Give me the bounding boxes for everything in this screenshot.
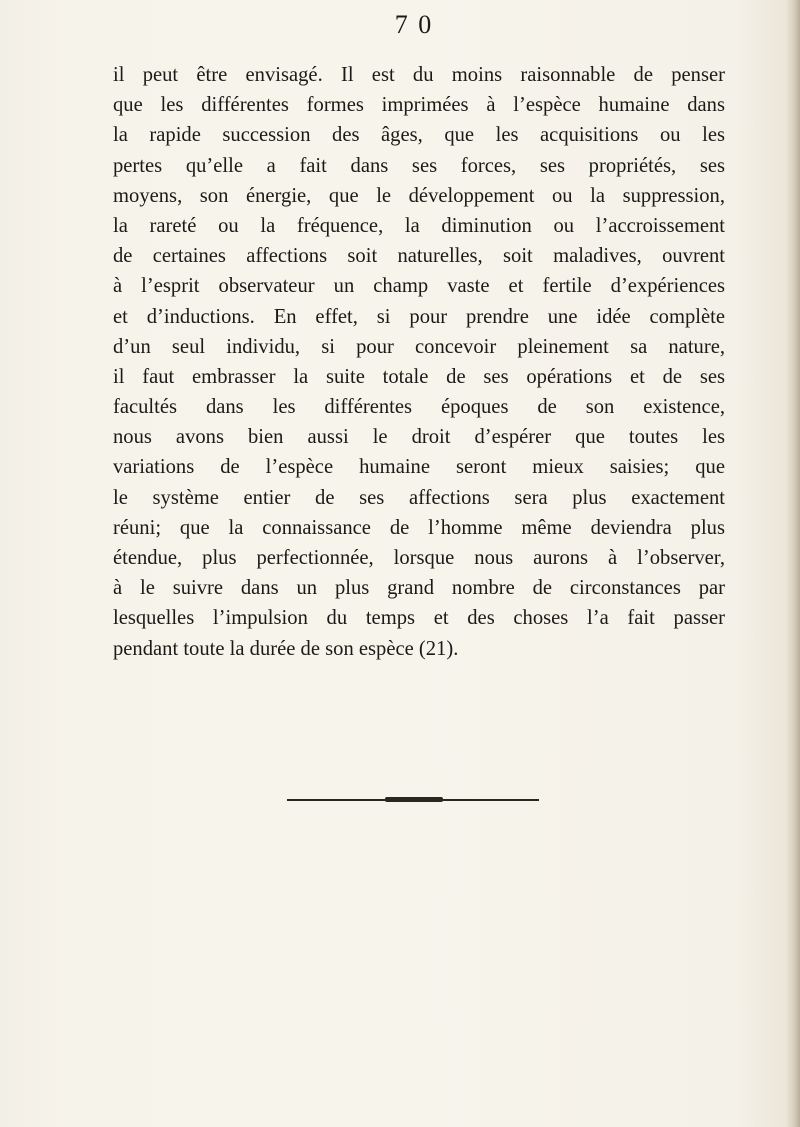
- text-line: de certaines affections soit naturelles, soit maladives, ouvrent: [113, 245, 725, 268]
- text-line: nous avons bien aussi le droit d’espérer que toutes les: [113, 426, 725, 449]
- body-text: [113, 60, 725, 664]
- text-line: il peut être envisagé. Il est du moins raisonnable de penser: [113, 64, 725, 86]
- text-line: à le suivre dans un plus grand nombre de circonstances par: [113, 577, 725, 600]
- section-divider-ornament: [385, 797, 443, 802]
- text-line: le système entier de ses affections sera plus exactement: [113, 486, 725, 509]
- page-edge-shadow: [786, 0, 800, 1127]
- text-line: et d’inductions. En effet, si pour prendre une idée complète: [113, 305, 725, 328]
- text-line: que les différentes formes imprimées à l’espèce humaine dans: [113, 94, 725, 117]
- text-line: variations de l’espèce humaine seront mieux saisies; que: [113, 456, 725, 479]
- page-number: 7 0: [394, 10, 434, 39]
- text-line: d’un seul individu, si pour concevoir pleinement sa nature,: [113, 335, 725, 358]
- text-line: facultés dans les différentes époques de son existence,: [113, 396, 725, 419]
- text-line: la rapide succession des âges, que les acquisitions ou les: [113, 124, 725, 147]
- text-line: il faut embrasser la suite totale de ses opérations et de ses: [113, 365, 725, 388]
- text-line: la rareté ou la fréquence, la diminution ou l’accroissement: [113, 214, 725, 237]
- text-line: pertes qu’elle a fait dans ses forces, ses propriétés, ses: [113, 154, 725, 177]
- text-line: moyens, son énergie, que le développement ou la suppression,: [113, 184, 725, 207]
- text-line: pendant toute la durée de son espèce (21).: [113, 637, 459, 660]
- text-line: lesquelles l’impulsion du temps et des choses l’a fait passer: [113, 607, 725, 630]
- text-line: réuni; que la connaissance de l’homme même deviendra plus: [113, 516, 725, 539]
- text-line: étendue, plus perfectionnée, lorsque nous aurons à l’observer,: [113, 547, 725, 569]
- text-line: à l’esprit observateur un champ vaste et fertile d’expériences: [113, 275, 725, 298]
